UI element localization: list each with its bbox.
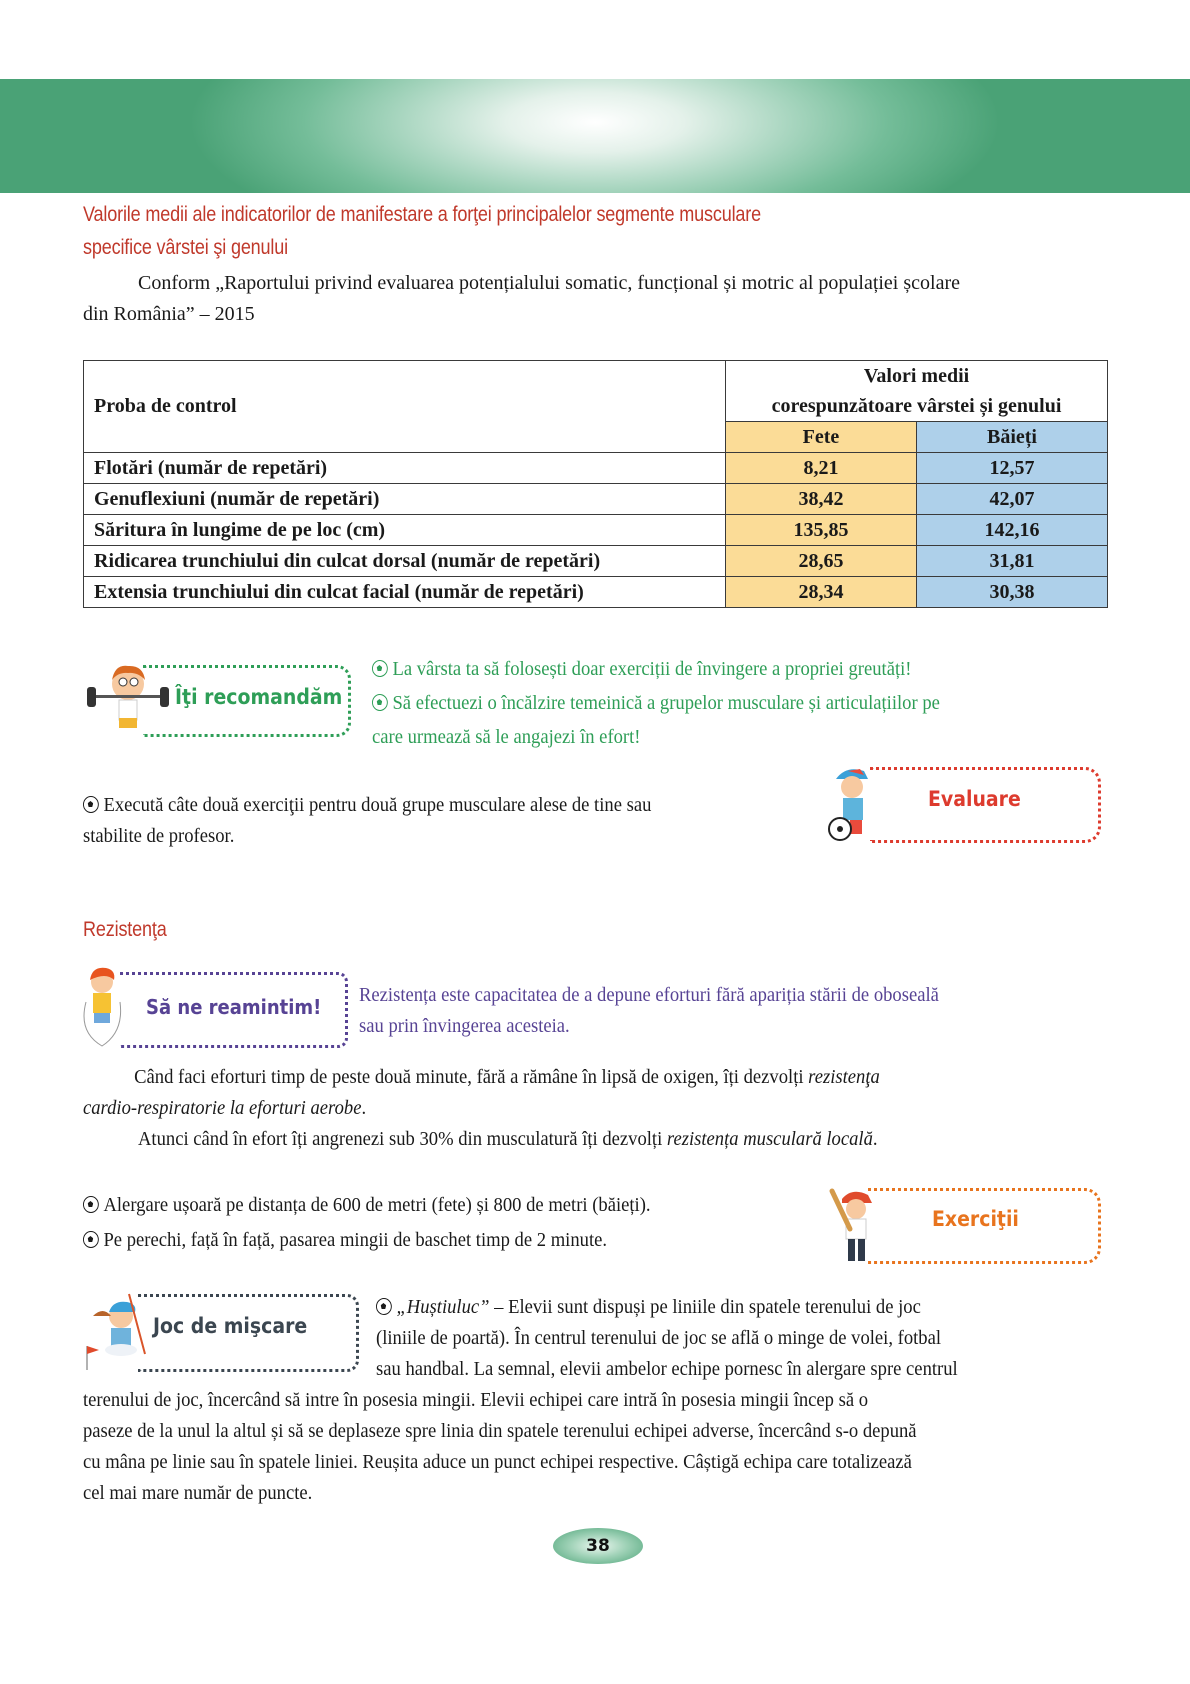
col-header-fete: Fete — [726, 422, 917, 453]
group-header-line1: Valori medii — [863, 365, 970, 387]
exercises-label: Exerciţii — [932, 1207, 1019, 1231]
soccer-ball-icon — [372, 660, 388, 677]
recommend-item: La vârsta ta să folosești doar exerciții de învingere a propriei greutăți! — [372, 652, 940, 686]
remember-text: Rezistența este capacitatea de a depune eforturi fără apariția stării de oboseală sau prin învingerea acesteia. — [359, 984, 939, 1037]
cell-baieti: 42,07 — [917, 484, 1108, 515]
cell-baieti: 30,38 — [917, 577, 1108, 608]
intro-paragraph — [83, 268, 1108, 330]
col-header-baieti: Băieți — [917, 422, 1108, 453]
cell-fete: 28,34 — [726, 577, 917, 608]
table-row — [84, 515, 1108, 546]
exercise-list — [83, 1188, 651, 1258]
cell-fete: 8,21 — [726, 453, 917, 484]
recommend-label: Îţi recomandăm — [175, 685, 343, 709]
cell-probe: Ridicarea trunchiului din culcat dorsal (număr de repetări) — [84, 546, 726, 577]
game-callout — [83, 1290, 363, 1375]
soccer-ball-icon — [376, 1298, 392, 1315]
section-title-rezistenta: Rezistenţa — [83, 918, 167, 941]
evaluation-label: Evaluare — [928, 787, 1021, 811]
cell-probe: Săritura în lungime de pe loc (cm) — [84, 515, 726, 546]
table-row — [84, 453, 1108, 484]
exercise-item: Pe perechi, față în față, pasarea mingii de baschet timp de 2 minute. — [83, 1223, 651, 1258]
table-row — [84, 484, 1108, 515]
cell-baieti: 142,16 — [917, 515, 1108, 546]
cell-fete: 28,65 — [726, 546, 917, 577]
col-header-probe: Proba de control — [84, 361, 726, 453]
group-header-line2: corespunzătoare vârstei și genului — [771, 395, 1062, 417]
cell-fete: 135,85 — [726, 515, 917, 546]
table-row — [84, 546, 1108, 577]
cell-fete: 38,42 — [726, 484, 917, 515]
game-name: „Huștiuluc” — [396, 1296, 490, 1318]
weightlifter-kid-icon — [83, 660, 173, 742]
remember-label: Să ne reamintim! — [146, 995, 322, 1019]
baseball-kid-icon — [828, 1185, 880, 1265]
game-description-top: „Huștiuluc” – Elevii sunt dispuși pe liniile din spatele terenului de joc (liniile de poartă). În centrul terenului de joc se află o minge de volei, fotbal sau handbal. La semnal, elevii ambelor echipe pornesc în alergare spre centrul — [376, 1296, 958, 1380]
header-banner — [0, 79, 1190, 193]
aerobic-paragraph: Când faci eforturi timp de peste două minute, fără a rămâne în lipsă de oxigen, îți dezvolți rezistenţa cardio-respiratorie la eforturi aerobe. — [83, 1066, 880, 1119]
local-endurance-paragraph: Atunci când în efort îți angrenezi sub 30% din musculatură îți dezvolți rezistența musculară locală. — [138, 1128, 878, 1150]
soccer-ball-icon — [83, 1231, 99, 1248]
cell-baieti: 12,57 — [917, 453, 1108, 484]
section-title-line2: specifice vârstei şi genului — [83, 236, 288, 259]
golf-girl-icon — [83, 1290, 153, 1375]
remember-callout — [80, 962, 355, 1050]
evaluation-text: Execută câte două exerciţii pentru două grupe musculare alese de tine sau stabilite de profesor. — [83, 794, 652, 847]
game-description-bottom: terenului de joc, încercând să intre în posesia mingii. Elevii echipei care intră în posesia mingii încep să o paseze de la unul la altul și să se deplaseze spre linia din spatele terenului echipei adverse, încercând s-o depună cu mâna pe linie sau în spatele liniei. Reușita aduce un punct echipei respective. Câștigă echipa care totalizează cel mai mare număr de puncte. — [83, 1389, 917, 1504]
soccer-ball-icon — [372, 694, 388, 711]
strength-values-table — [83, 360, 1108, 608]
recommend-list — [372, 652, 940, 754]
recommend-item-continuation: care urmează să le angajezi în efort! — [372, 726, 641, 748]
soccer-ball-icon — [83, 796, 99, 813]
soccer-kid-icon — [828, 765, 880, 847]
col-header-group — [726, 361, 1108, 422]
exercise-item: Alergare ușoară pe distanța de 600 de metri (fete) și 800 de metri (băieți). — [83, 1188, 651, 1223]
game-label: Joc de mişcare — [153, 1314, 308, 1338]
cell-probe: Genuflexiuni (număr de repetări) — [84, 484, 726, 515]
cell-probe: Extensia trunchiului din culcat facial (număr de repetări) — [84, 577, 726, 608]
recommend-item: Să efectuezi o încălzire temeinică a grupelor musculare și articulațiilor pe — [372, 686, 940, 720]
intro-line2: din România” – 2015 — [83, 303, 255, 325]
table-header-row — [84, 361, 1108, 422]
section-title-line1: Valorile medii ale indicatorilor de manifestare a forţei principalelor segmente musculare — [83, 203, 762, 226]
intro-line1: Conform „Raportului privind evaluarea potențialului somatic, funcțional și motric al populației școlare — [138, 272, 960, 294]
jumprope-girl-icon — [80, 962, 130, 1050]
cell-baieti: 31,81 — [917, 546, 1108, 577]
recommend-callout — [83, 660, 358, 740]
soccer-ball-icon — [83, 1196, 99, 1213]
evaluation-callout — [828, 765, 1108, 845]
table-row — [84, 577, 1108, 608]
exercises-callout — [828, 1185, 1108, 1265]
cell-probe: Flotări (număr de repetări) — [84, 453, 726, 484]
page-number: 38 — [553, 1528, 643, 1564]
